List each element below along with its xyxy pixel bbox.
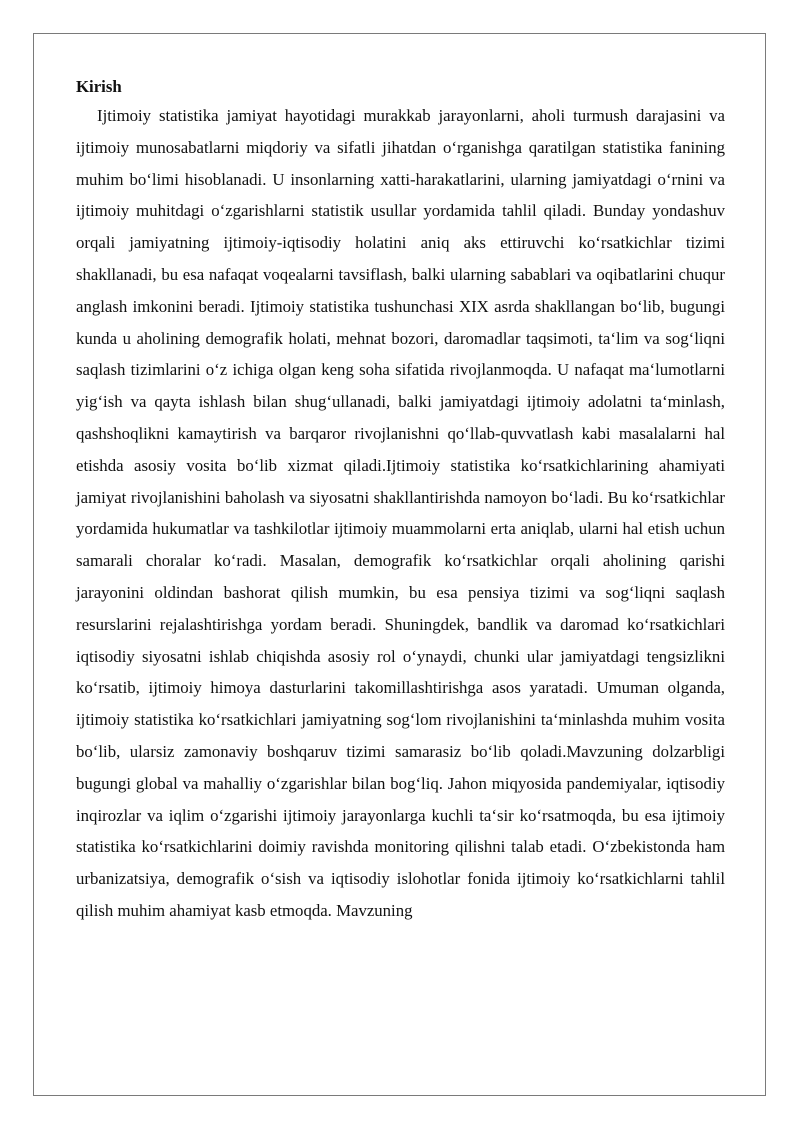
section-heading: Kirish <box>76 77 122 96</box>
document-body <box>76 74 725 927</box>
body-paragraph: Ijtimoiy statistika jamiyat hayotidagi murakkab jarayonlarni, aholi turmush darajasini va ijtimoiy munosabatlarni miqdoriy va sifatli jihatdan o‘rganishga qaratilgan statistika fanining muhim bo‘limi hisoblanadi. U insonlarning xatti-harakatlarini, ularning jamiyatdagi o‘rnini va ijtimoiy muhitdagi o‘zgarishlarni statistik usullar yordamida tahlil qiladi. Bunday yondashuv orqali jamiyatning ijtimoiy-iqtisodiy holatini aniq aks ettiruvchi ko‘rsatkichlar tizimi shakllanadi, bu esa nafaqat voqealarni tavsiflash, balki ularning sabablari va oqibatlarini chuqur anglash imkonini beradi. Ijtimoiy statistika tushunchasi XIX asrda shakllangan bo‘lib, bugungi kunda u aholining demografik holati, mehnat bozori, daromadlar taqsimoti, ta‘lim va sog‘liqni saqlash tizimlarini o‘z ichiga olgan keng soha sifatida rivojlanmoqda. U nafaqat ma‘lumotlarni yig‘ish va qayta ishlash bilan shug‘ullanadi, balki jamiyatdagi ijtimoiy adolatni ta‘minlash, qashshoqlikni kamaytirish va barqaror rivojlanishni qo‘llab-quvvatlash kabi masalalarni hal etishda asosiy vosita bo‘lib xizmat qiladi.Ijtimoiy statistika ko‘rsatkichlarining ahamiyati jamiyat rivojlanishini baholash va siyosatni shakllantirishda namoyon bo‘ladi. Bu ko‘rsatkichlar yordamida hukumatlar va tashkilotlar ijtimoiy muammolarni erta aniqlab, ularni hal etish uchun samarali choralar ko‘radi. Masalan, demografik ko‘rsatkichlar orqali aholining qarishi jarayonini oldindan bashorat qilish mumkin, bu esa pensiya tizimi va sog‘liqni saqlash resurslarini rejalashtirishga yordam beradi. Shuningdek, bandlik va daromad ko‘rsatkichlari iqtisodiy siyosatni ishlab chiqishda asosiy rol o‘ynaydi, chunki ular jamiyatdagi tengsizlikni ko‘rsatib, ijtimoiy himoya dasturlarini takomillashtirishga asos yaratadi. Umuman olganda, ijtimoiy statistika ko‘rsatkichlari jamiyatning sog‘lom rivojlanishini ta‘minlashda muhim vosita bo‘lib, ularsiz zamonaviy boshqaruv tizimi samarasiz bo‘lib qoladi.Mavzuning dolzarbligi bugungi global va mahalliy o‘zgarishlar bilan bog‘liq. Jahon miqyosida pandemiyalar, iqtisodiy inqirozlar va iqlim o‘zgarishi ijtimoiy jarayonlarga kuchli ta‘sir ko‘rsatmoqda, bu esa ijtimoiy statistika ko‘rsatkichlarini doimiy ravishda monitoring qilishni talab etadi. O‘zbekistonda ham urbanizatsiya, demografik o‘sish va iqtisodiy islohotlar fonida ijtimoiy ko‘rsatkichlarni tahlil qilish muhim ahamiyat kasb etmoqda. Mavzuning <box>76 106 725 920</box>
